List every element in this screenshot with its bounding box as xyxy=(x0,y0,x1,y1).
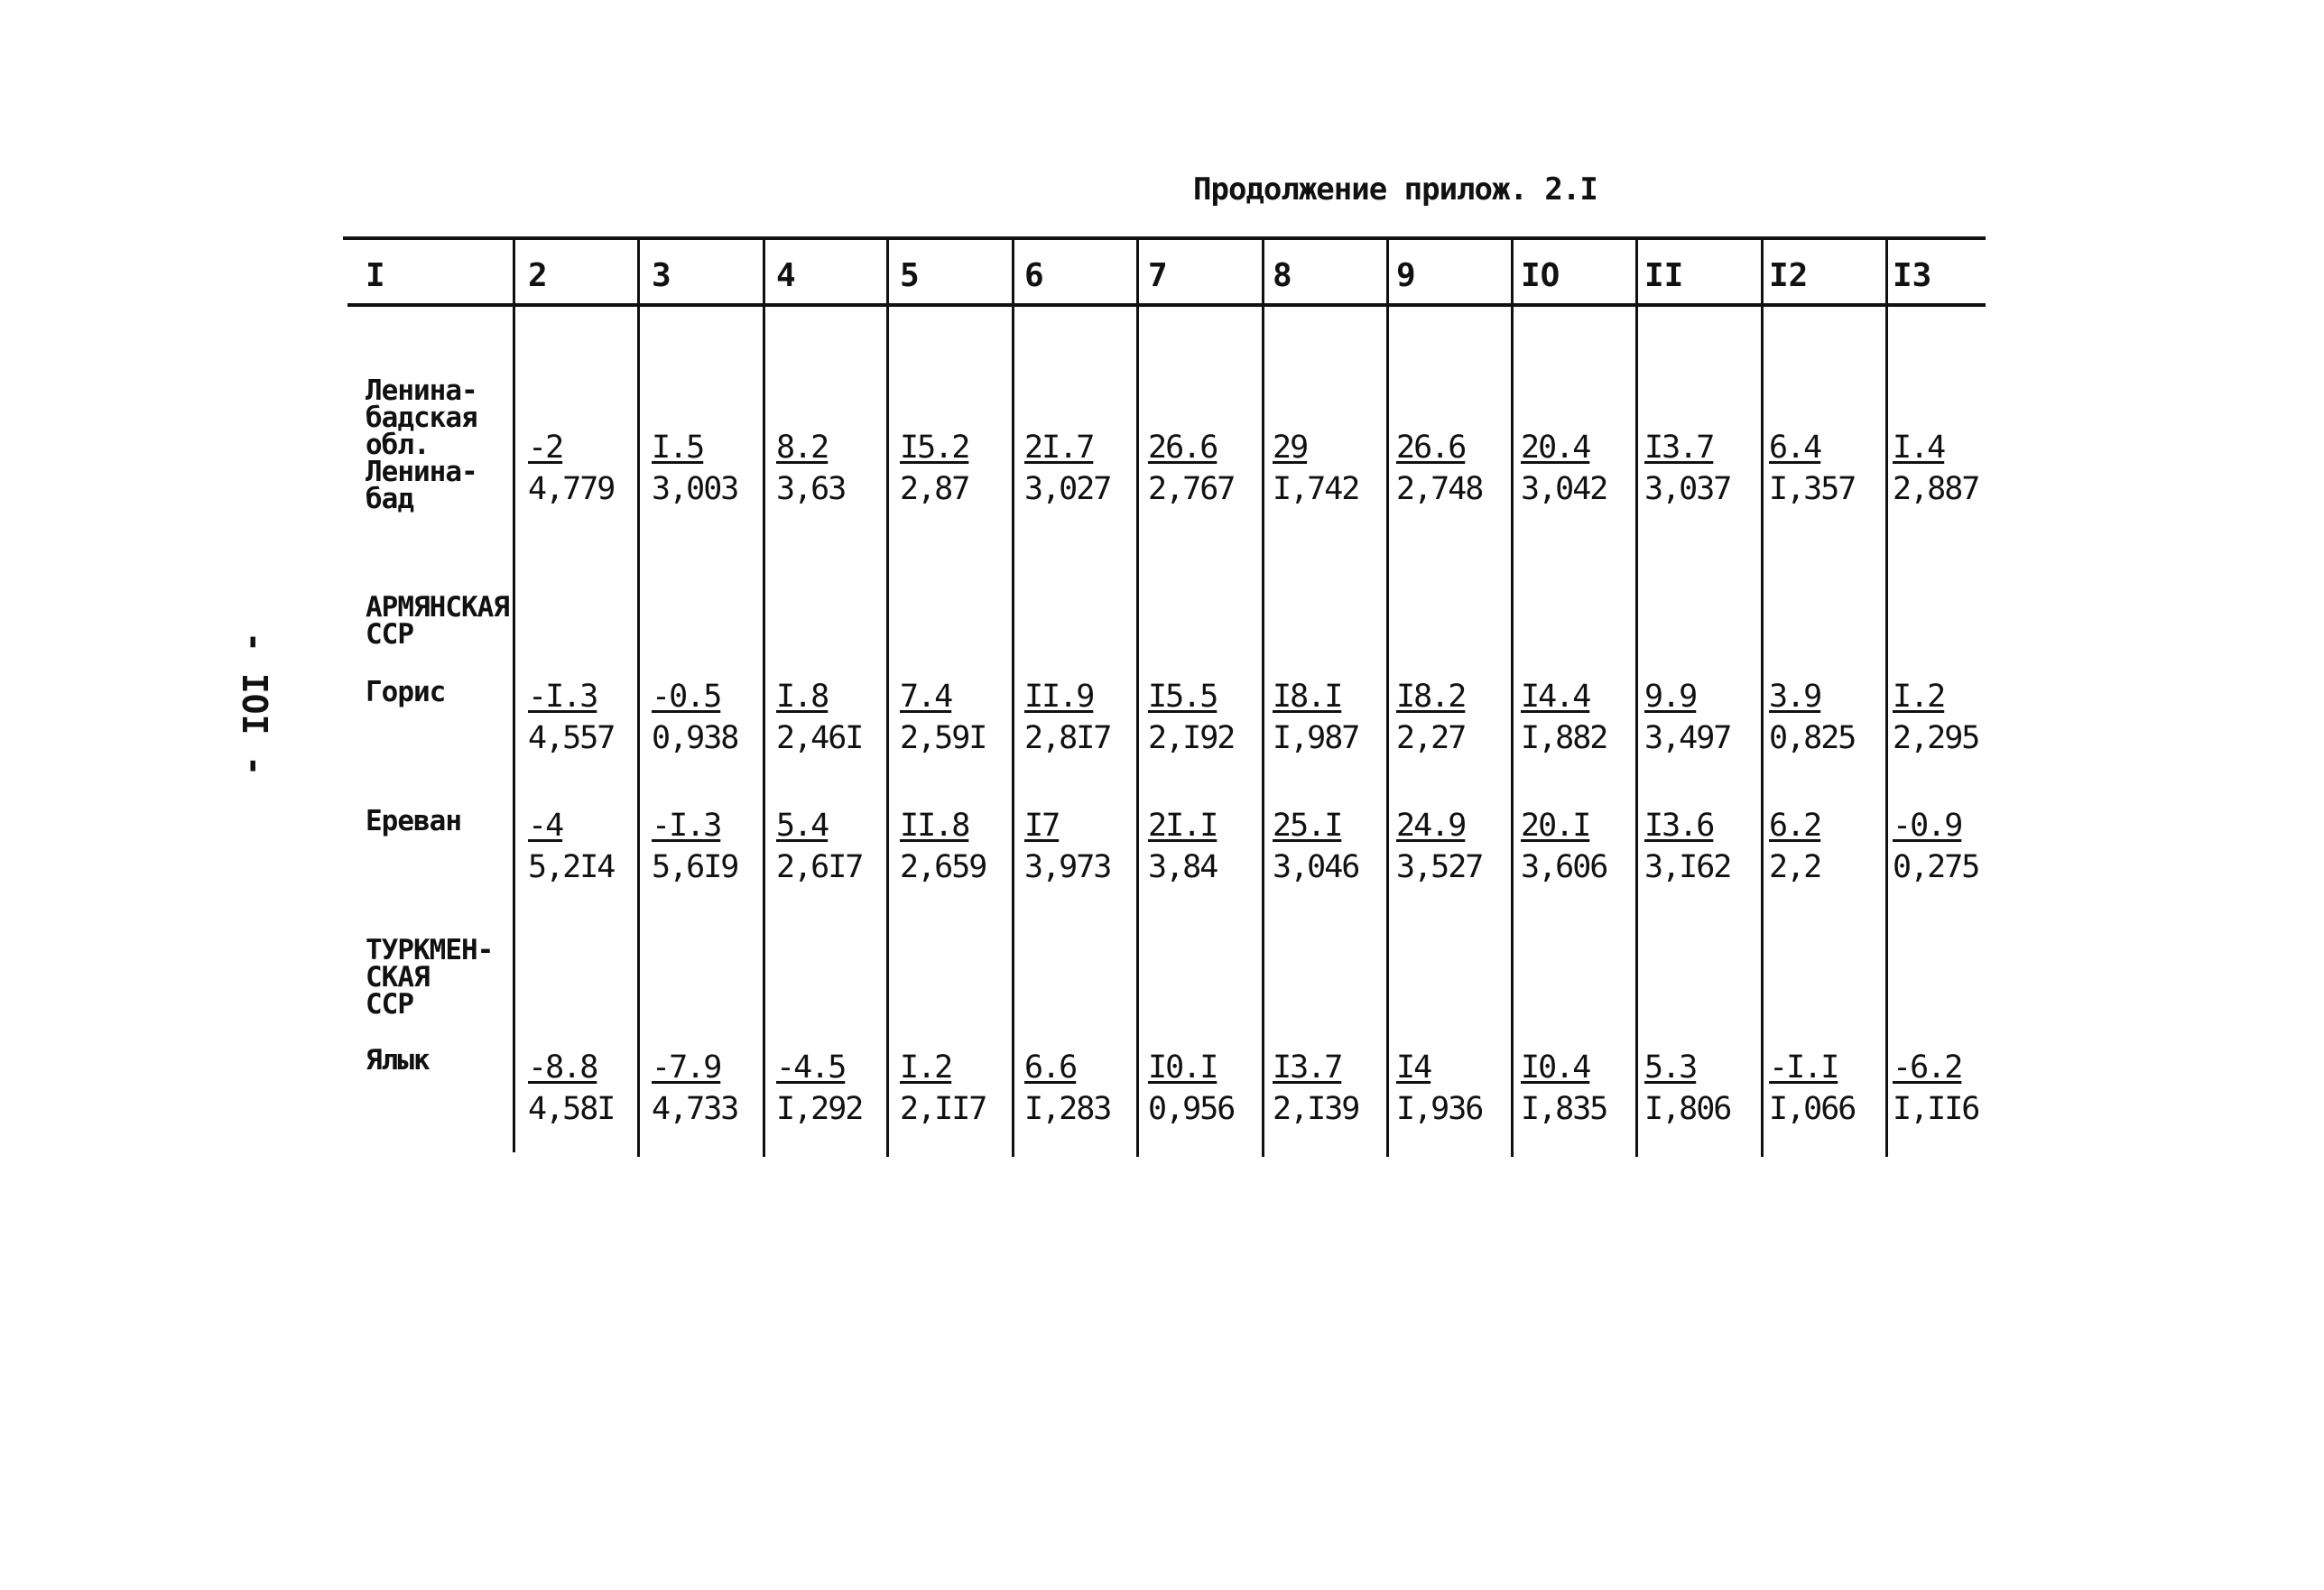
cell-deviation: 4,779 xyxy=(528,471,615,507)
table-cell xyxy=(1273,1049,1384,1129)
cell-mean: -I.I xyxy=(1769,1049,1838,1086)
column-header: IO xyxy=(1521,257,1560,294)
cell-deviation: 2,46I xyxy=(776,720,863,756)
cell-mean: I0.4 xyxy=(1521,1049,1590,1086)
row-label: ТУРКМЕН- СКАЯ ССР xyxy=(366,934,494,1021)
cell-mean: I.2 xyxy=(900,1049,952,1086)
cell-deviation: 5,6I9 xyxy=(652,849,738,885)
column-header: I xyxy=(366,257,385,294)
cell-deviation: 2,2 xyxy=(1769,849,1821,885)
cell-mean: I3.6 xyxy=(1644,808,1714,844)
cell-mean: I5.5 xyxy=(1148,679,1218,715)
column-header: I2 xyxy=(1769,257,1809,294)
cell-deviation: 0,825 xyxy=(1769,720,1856,756)
cell-deviation: 5,2I4 xyxy=(528,849,615,885)
column-header: 9 xyxy=(1396,257,1416,294)
cell-deviation: 2,87 xyxy=(900,471,969,507)
table-cell xyxy=(528,808,640,887)
table-cell xyxy=(1148,1049,1260,1129)
cell-mean: II.9 xyxy=(1024,679,1094,715)
table-cell xyxy=(1893,808,2005,887)
caption: Продолжение прилож. 2.I xyxy=(1193,171,1597,208)
cell-deviation: I,936 xyxy=(1396,1091,1483,1127)
cell-deviation: 0,275 xyxy=(1893,849,1979,885)
table-cell xyxy=(776,679,888,758)
table-cell xyxy=(776,1049,888,1129)
cell-mean: 6.2 xyxy=(1769,808,1821,844)
table-cell xyxy=(652,430,764,509)
cell-deviation: 2,6I7 xyxy=(776,849,863,885)
cell-mean: I.4 xyxy=(1893,430,1945,466)
table-cell xyxy=(652,808,764,887)
row-label: Ленина- бадская обл. Ленина- бад xyxy=(366,374,477,515)
cell-mean: 8.2 xyxy=(776,430,829,466)
table-cell xyxy=(1273,808,1384,887)
table-cell xyxy=(1893,679,2005,758)
cell-deviation: 3,527 xyxy=(1396,849,1483,885)
table-cell xyxy=(1024,1049,1136,1129)
cell-deviation: 2,887 xyxy=(1893,471,1979,507)
cell-deviation: I,806 xyxy=(1644,1091,1731,1127)
cell-deviation: I,II6 xyxy=(1893,1091,1979,1127)
cell-deviation: 3,63 xyxy=(776,471,846,507)
cell-mean: I0.I xyxy=(1148,1049,1218,1086)
table-cell xyxy=(1148,430,1260,509)
table-cell xyxy=(1769,1049,1881,1129)
cell-deviation: 2,II7 xyxy=(900,1091,986,1127)
table-cell xyxy=(528,1049,640,1129)
table-cell xyxy=(1644,808,1756,887)
column-separator xyxy=(1761,236,1764,1157)
cell-deviation: 3,046 xyxy=(1273,849,1359,885)
cell-mean: 29 xyxy=(1273,430,1308,466)
cell-mean: -0.9 xyxy=(1893,808,1962,844)
cell-mean: I.5 xyxy=(652,430,704,466)
cell-mean: 26.6 xyxy=(1396,430,1466,466)
cell-deviation: I,357 xyxy=(1769,471,1856,507)
table-cell xyxy=(1893,430,2005,509)
table-cell xyxy=(1644,679,1756,758)
cell-deviation: I,292 xyxy=(776,1091,863,1127)
cell-deviation: 4,58I xyxy=(528,1091,615,1127)
table-cell xyxy=(1769,679,1881,758)
cell-mean: I5.2 xyxy=(900,430,969,466)
cell-mean: -I.3 xyxy=(528,679,597,715)
cell-deviation: I,987 xyxy=(1273,720,1359,756)
cell-deviation: 0,956 xyxy=(1148,1091,1235,1127)
cell-deviation: 3,84 xyxy=(1148,849,1218,885)
table-cell xyxy=(1769,808,1881,887)
table-cell xyxy=(1521,808,1633,887)
cell-deviation: I,835 xyxy=(1521,1091,1607,1127)
table-cell xyxy=(900,679,1012,758)
column-header: 6 xyxy=(1024,257,1044,294)
table-cell xyxy=(1024,808,1136,887)
cell-mean: -7.9 xyxy=(652,1049,721,1086)
table-cell xyxy=(1521,1049,1633,1129)
column-separator xyxy=(1262,236,1264,1157)
cell-mean: -6.2 xyxy=(1893,1049,1962,1086)
table-cell xyxy=(1148,679,1260,758)
table-cell xyxy=(1396,1049,1508,1129)
cell-deviation: I,882 xyxy=(1521,720,1607,756)
cell-deviation: 3,027 xyxy=(1024,471,1111,507)
cell-mean: I3.7 xyxy=(1644,430,1714,466)
column-separator xyxy=(1635,236,1638,1157)
cell-deviation: 2,I92 xyxy=(1148,720,1235,756)
column-header: II xyxy=(1644,257,1684,294)
cell-deviation: 2,27 xyxy=(1396,720,1466,756)
table-cell xyxy=(900,430,1012,509)
cell-deviation: 3,037 xyxy=(1644,471,1731,507)
page-number: - IOI - xyxy=(235,632,274,777)
cell-deviation: 2,I39 xyxy=(1273,1091,1359,1127)
column-separator xyxy=(1012,236,1014,1157)
table-cell xyxy=(900,808,1012,887)
cell-mean: 5.4 xyxy=(776,808,829,844)
cell-deviation: I,066 xyxy=(1769,1091,1856,1127)
cell-mean: -2 xyxy=(528,430,563,466)
table-cell xyxy=(1521,430,1633,509)
table-cell xyxy=(1273,430,1384,509)
cell-deviation: 2,767 xyxy=(1148,471,1235,507)
table-cell xyxy=(1396,808,1508,887)
cell-mean: 6.6 xyxy=(1024,1049,1077,1086)
cell-mean: -0.5 xyxy=(652,679,721,715)
table-cell xyxy=(776,430,888,509)
cell-mean: -I.3 xyxy=(652,808,721,844)
cell-deviation: 3,606 xyxy=(1521,849,1607,885)
table-cell xyxy=(652,679,764,758)
cell-mean: 6.4 xyxy=(1769,430,1821,466)
header-bottom-rule xyxy=(347,303,1986,307)
cell-deviation: 2,748 xyxy=(1396,471,1483,507)
cell-deviation: 3,042 xyxy=(1521,471,1607,507)
cell-mean: 2I.I xyxy=(1148,808,1218,844)
cell-mean: -8.8 xyxy=(528,1049,597,1086)
row-label: АРМЯНСКАЯ ССР xyxy=(366,591,509,651)
column-header: 8 xyxy=(1273,257,1292,294)
table-cell xyxy=(1893,1049,2005,1129)
table-cell xyxy=(900,1049,1012,1129)
table-cell xyxy=(652,1049,764,1129)
cell-deviation: 2,59I xyxy=(900,720,986,756)
column-separator xyxy=(1511,236,1514,1157)
cell-deviation: 2,295 xyxy=(1893,720,1979,756)
cell-deviation: 4,733 xyxy=(652,1091,738,1127)
column-separator xyxy=(1885,236,1888,1157)
cell-deviation: 3,003 xyxy=(652,471,738,507)
cell-deviation: 0,938 xyxy=(652,720,738,756)
cell-deviation: 3,973 xyxy=(1024,849,1111,885)
cell-mean: I7 xyxy=(1024,808,1060,844)
cell-mean: I8.2 xyxy=(1396,679,1466,715)
cell-deviation: 4,557 xyxy=(528,720,615,756)
column-header: 2 xyxy=(528,257,548,294)
cell-mean: 3.9 xyxy=(1769,679,1821,715)
cell-mean: 26.6 xyxy=(1148,430,1218,466)
cell-mean: -4.5 xyxy=(776,1049,846,1086)
table-cell xyxy=(1024,679,1136,758)
table-cell xyxy=(528,679,640,758)
cell-mean: 5.3 xyxy=(1644,1049,1697,1086)
cell-mean: 9.9 xyxy=(1644,679,1697,715)
table-cell xyxy=(1769,430,1881,509)
column-header: 3 xyxy=(652,257,671,294)
table-cell xyxy=(1644,430,1756,509)
table-top-rule xyxy=(343,236,1986,240)
cell-mean: 25.I xyxy=(1273,808,1342,844)
table-cell xyxy=(1396,679,1508,758)
table-cell xyxy=(1521,679,1633,758)
cell-mean: 20.4 xyxy=(1521,430,1590,466)
row-label: Горис xyxy=(366,676,446,708)
column-header: I3 xyxy=(1893,257,1932,294)
cell-mean: II.8 xyxy=(900,808,969,844)
cell-mean: -4 xyxy=(528,808,563,844)
column-separator xyxy=(513,236,515,1152)
table-cell xyxy=(1148,808,1260,887)
cell-deviation: 3,497 xyxy=(1644,720,1731,756)
table-cell xyxy=(1024,430,1136,509)
table-cell xyxy=(1273,679,1384,758)
cell-mean: 7.4 xyxy=(900,679,952,715)
cell-deviation: 2,8I7 xyxy=(1024,720,1111,756)
table-cell xyxy=(1644,1049,1756,1129)
table-cell xyxy=(776,808,888,887)
row-label: Ереван xyxy=(366,805,461,837)
table-cell xyxy=(528,430,640,509)
cell-deviation: I,742 xyxy=(1273,471,1359,507)
cell-mean: I4 xyxy=(1396,1049,1431,1086)
table-cell xyxy=(1396,430,1508,509)
cell-mean: I3.7 xyxy=(1273,1049,1342,1086)
column-header: 4 xyxy=(776,257,796,294)
cell-mean: I.2 xyxy=(1893,679,1945,715)
column-separator xyxy=(1386,236,1389,1157)
cell-mean: 24.9 xyxy=(1396,808,1466,844)
column-header: 7 xyxy=(1148,257,1168,294)
cell-deviation: I,283 xyxy=(1024,1091,1111,1127)
row-label: Ялык xyxy=(366,1044,430,1077)
cell-mean: I.8 xyxy=(776,679,829,715)
cell-mean: I8.I xyxy=(1273,679,1342,715)
column-header: 5 xyxy=(900,257,920,294)
cell-deviation: 2,659 xyxy=(900,849,986,885)
cell-deviation: 3,I62 xyxy=(1644,849,1731,885)
cell-mean: I4.4 xyxy=(1521,679,1590,715)
column-separator xyxy=(1136,236,1139,1157)
cell-mean: 20.I xyxy=(1521,808,1590,844)
cell-mean: 2I.7 xyxy=(1024,430,1094,466)
